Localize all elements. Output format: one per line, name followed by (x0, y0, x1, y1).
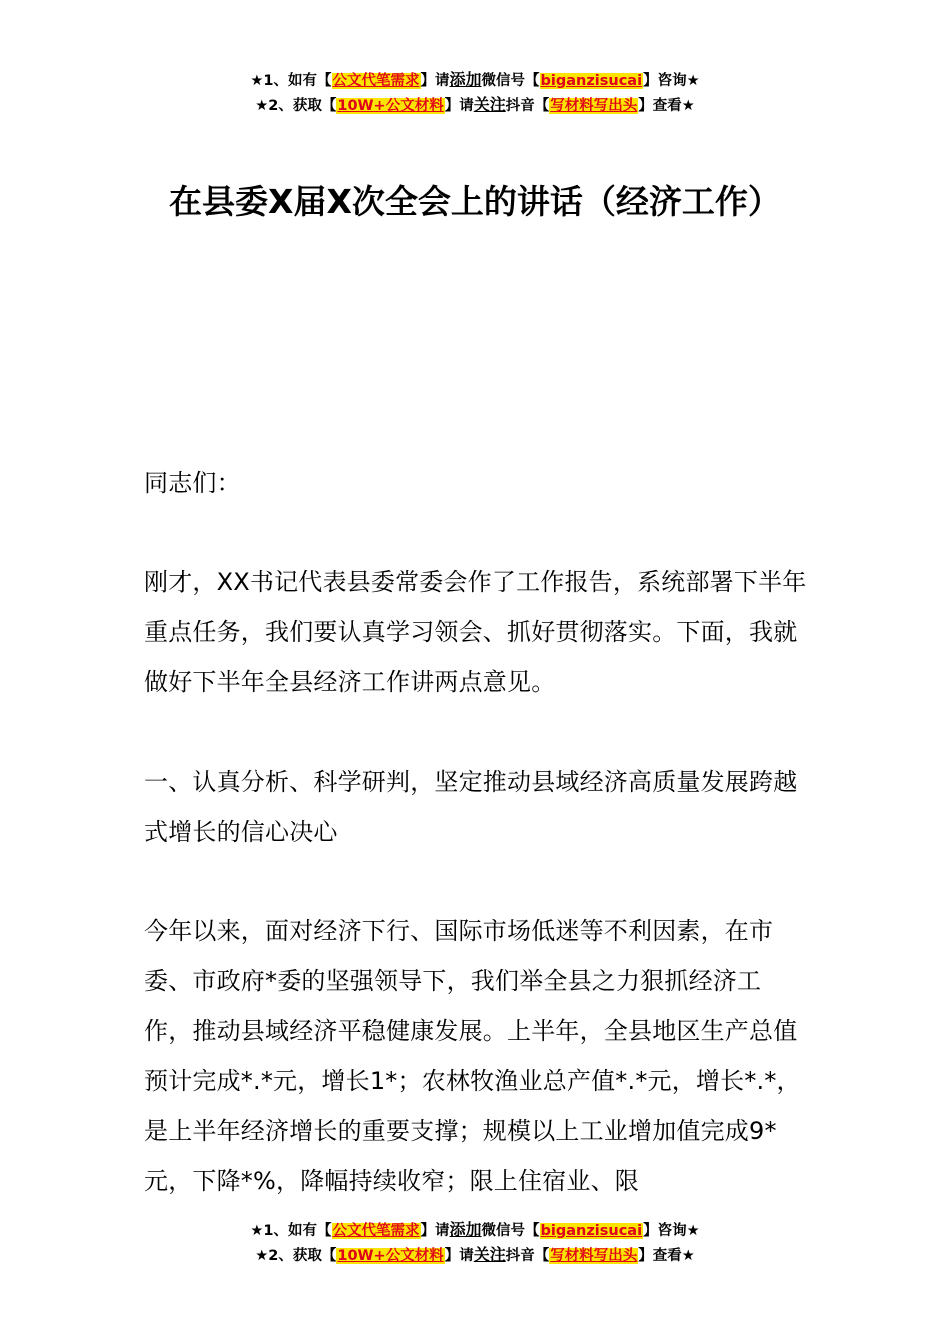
banner-line-2: ★2、获取【10W+公文材料】请关注抖音【写材料写出头】查看★ (255, 1245, 695, 1264)
highlight-materials: 10W+公文材料 (337, 98, 444, 114)
header-banner (0, 68, 950, 118)
highlight-service: 公文代笔需求 (332, 1223, 420, 1239)
banner-line-1: ★1、如有【公文代笔需求】请添加微信号【biganzisucai】咨询★ (250, 70, 700, 89)
paragraph-intro: 刚才，XX书记代表县委常委会作了工作报告，系统部署下半年重点任务，我们要认真学习领会、抓好贯彻落实。下面，我就做好下半年全县经济工作讲两点意见。 (144, 568, 807, 696)
banner-line-1: ★1、如有【公文代笔需求】请添加微信号【biganzisucai】咨询★ (250, 1220, 700, 1239)
section-heading-1: 一、认真分析、科学研判，坚定推动县域经济高质量发展跨越式增长的信心决心 (144, 768, 798, 846)
footer-banner (0, 1218, 950, 1268)
paragraph-economy-overview: 今年以来，面对经济下行、国际市场低迷等不利因素，在市委、市政府*委的坚强领导下，我们举全县之力狠抓经济工作，推动县域经济平稳健康发展。上半年，全县地区生产总值预计完成*.*元，增长1*；农林牧渔业总产值*.*元，增长*.*，是上半年经济增长的重要支撑；规模以上工业增加值完成9*元，下降*%，降幅持续收窄；限上住宿业、限 (144, 917, 801, 1195)
highlight-wechat-id: biganzisucai (540, 1223, 643, 1239)
highlight-douyin-account: 写材料写出头 (550, 1248, 638, 1264)
highlight-wechat-id: biganzisucai (540, 73, 643, 89)
document-title: 在县委Ⅹ届Ⅹ次全会上的讲话（经济工作） (169, 182, 781, 221)
salutation: 同志们： (144, 469, 241, 497)
highlight-service: 公文代笔需求 (332, 73, 420, 89)
highlight-douyin-account: 写材料写出头 (550, 98, 638, 114)
banner-line-2: ★2、获取【10W+公文材料】请关注抖音【写材料写出头】查看★ (255, 95, 695, 114)
highlight-materials: 10W+公文材料 (337, 1248, 444, 1264)
